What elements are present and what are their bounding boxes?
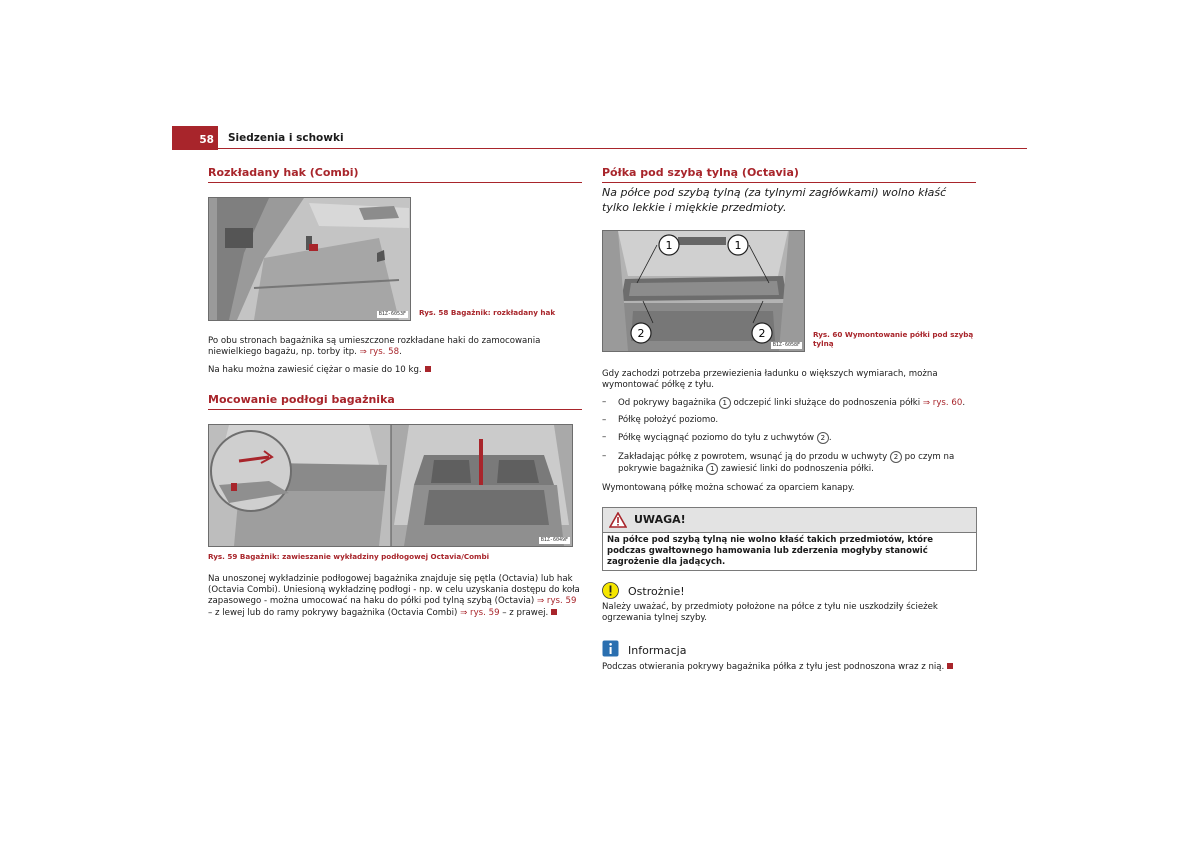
info-icon: [602, 640, 619, 657]
figure-59-illustration: [209, 425, 572, 546]
paragraph-floor-loop: [208, 574, 582, 619]
end-marker: [551, 609, 557, 615]
step-4-end: zawiesić linki do podnoszenia półki.: [718, 463, 874, 474]
caution-text: Należy uważać, by przedmioty położone na półce z tyłu nie uszkodziły ścieżek ogrzewania tylnej szyby.: [602, 602, 938, 624]
step-3-end: .: [828, 433, 832, 444]
paragraph-max-load-text: Na haku można zawiesić ciężar o masie do 10 kg.: [208, 365, 422, 375]
step-4-callout-2: 1: [706, 463, 718, 475]
caution-header: [602, 582, 976, 600]
figure-59-code: B1Z-6049F: [540, 537, 568, 543]
link-figure-59-left[interactable]: ⇒ rys. 59: [536, 596, 577, 607]
caution-block: [602, 582, 976, 624]
figure-60-illustration: [603, 231, 804, 351]
step-item: [602, 415, 976, 426]
page-number: 58: [172, 126, 218, 150]
callout-2-right-label: 2: [758, 327, 766, 340]
paragraph-floor-loop-text: Na unoszonej wykładzinie podłogowej bagażnika znajduje się pętla (Octavia) lub hak (Octavia Combi). Uniesioną wykładzinę podłogi - np. w celu uzyskania dostępu do koła zapasowego - można umocować na haku do półki pod tylną szybą (Octavia): [208, 574, 580, 607]
warning-header: [603, 508, 976, 533]
link-figure-60[interactable]: ⇒ rys. 60: [922, 398, 963, 408]
step-item: [602, 397, 976, 409]
callout-1-right-label: 1: [734, 239, 742, 252]
callout-2-left: [631, 323, 651, 343]
link-figure-59-right[interactable]: ⇒ rys. 59: [460, 607, 500, 618]
callout-1-left-label: 1: [665, 239, 673, 252]
step-item: [602, 432, 976, 444]
callout-1-left: [659, 235, 679, 255]
step-1-text-cont: odczepić linki służące do podnoszenia półki: [730, 398, 923, 408]
paragraph-max-load: [208, 365, 582, 376]
info-title: Informacja: [628, 644, 687, 657]
callout-1-right: [728, 235, 748, 255]
figure-58: [208, 197, 411, 321]
steps-list: [602, 397, 976, 481]
section-title-folding-hook: Rozkładany hak (Combi): [208, 166, 582, 183]
step-4-text: Zakładając półkę z powrotem, wsunąć ją do przodu w uchwyty: [618, 451, 890, 462]
figure-58-code: B1Z-6053F: [378, 311, 406, 317]
step-2-text: Półkę położyć poziomo.: [618, 415, 719, 426]
paragraph-hooks-end: .: [399, 347, 402, 358]
step-4-text-cont: po czym na pokrywie bagażnika: [618, 451, 955, 474]
paragraph-hooks-text: Po obu stronach bagażnika są umieszczone rozkładane haki do zamocowania niewielkiego bagażu, np. torby itp.: [208, 336, 541, 358]
caution-title: Ostrożnie!: [628, 585, 685, 598]
figure-60-caption: Rys. 60 Wymontowanie półki pod szybą tylną: [813, 330, 974, 348]
callout-2-right: [752, 323, 772, 343]
step-dash: –: [602, 415, 607, 426]
section-title-parcel-shelf: Półka pod szybą tylną (Octavia): [602, 166, 976, 183]
paragraph-remove-shelf: Gdy zachodzi potrzeba przewiezienia ładunku o większych wymiarach, można wymontować półkę z tyłu.: [602, 369, 938, 391]
step-dash: –: [602, 450, 607, 461]
end-marker: [425, 366, 431, 372]
step-3-callout: 2: [817, 432, 829, 444]
intro-text: Na półce pod szybą tylną (za tylnymi zagłówkami) wolno kłaść tylko lekkie i miękkie przedmioty.: [602, 186, 947, 214]
end-marker: [947, 663, 953, 669]
paragraph-floor-loop-end: – z prawej.: [499, 607, 549, 618]
figure-58-illustration: [209, 198, 410, 320]
header-rule: [172, 148, 1027, 149]
figure-60: [602, 230, 805, 352]
warning-text: Na półce pod szybą tylną nie wolno kłaść takich przedmiotów, które podczas gwałtownego hamowania lub zderzenia mogłyby stanowić zagrożenie dla jadących.: [607, 535, 933, 567]
section-title-floor-mount: Mocowanie podłogi bagażnika: [208, 393, 582, 410]
paragraph-store-shelf: Wymontowaną półkę można schować za oparciem kanapy.: [602, 483, 855, 493]
link-figure-58[interactable]: ⇒ rys. 58: [359, 347, 400, 358]
warning-box: [602, 507, 977, 571]
step-1-text: Od pokrywy bagażnika: [618, 398, 719, 408]
paragraph-floor-loop-mid: – z lewej lub do ramy pokrywy bagażnika (Octavia Combi): [208, 607, 461, 618]
step-dash: –: [602, 432, 607, 443]
figure-58-caption: Rys. 58 Bagażnik: rozkładany hak: [419, 308, 556, 317]
caution-exclamation-icon: [602, 582, 619, 599]
step-4-callout: 2: [890, 451, 902, 463]
info-text: Podczas otwierania pokrywy bagażnika półka z tyłu jest podnoszona wraz z nią.: [602, 662, 945, 672]
figure-60-code: B1Z-6058F: [772, 342, 800, 348]
warning-title: UWAGA!: [634, 513, 686, 526]
callout-2-left-label: 2: [637, 327, 645, 340]
warning-triangle-icon: [609, 512, 627, 528]
info-header: [602, 640, 976, 658]
info-block: [602, 640, 976, 673]
step-3-text: Półkę wyciągnąć poziomo do tyłu z uchwytów: [618, 433, 817, 444]
step-item: [602, 451, 976, 475]
step-1-end: .: [962, 398, 966, 408]
info-text-wrap: [602, 662, 976, 673]
step-dash: –: [602, 397, 607, 407]
figure-59: [208, 424, 573, 547]
chapter-title: Siedzenia i schowki: [228, 132, 344, 144]
step-1-callout: 1: [719, 397, 731, 409]
figure-59-caption: Rys. 59 Bagażnik: zawieszanie wykładziny podłogowej Octavia/Combi: [208, 552, 490, 561]
paragraph-hooks: [208, 336, 582, 358]
